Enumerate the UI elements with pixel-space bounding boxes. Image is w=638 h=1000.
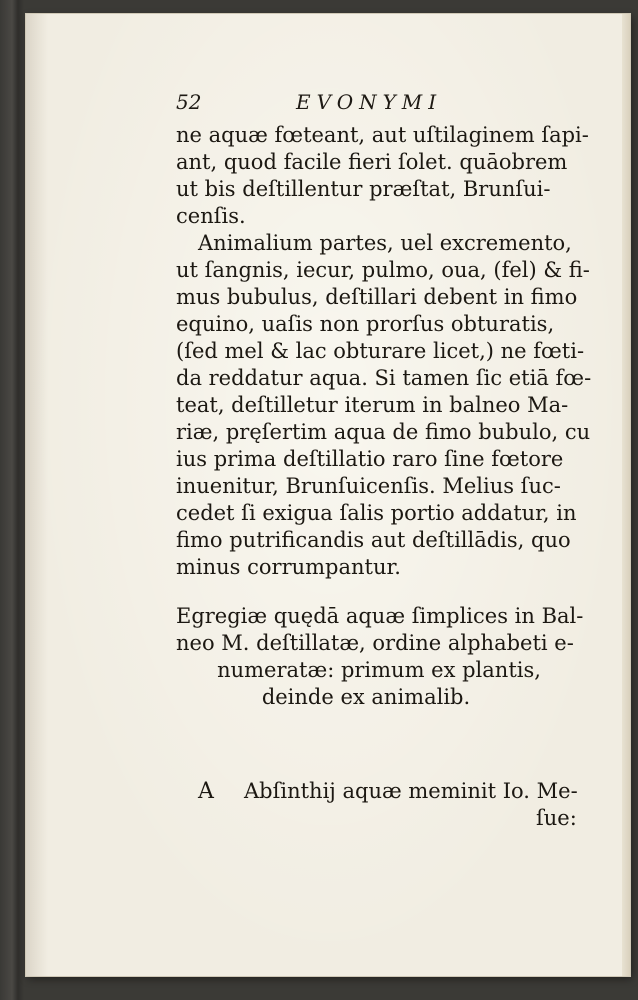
text-line: cenſis. bbox=[176, 204, 246, 228]
text-line: fimo putrificandis aut deſtillādis, quo bbox=[176, 528, 571, 552]
text-line: ne aquæ fœteant, aut uſtilaginem ſapi- bbox=[176, 123, 589, 147]
text-line: da reddatur aqua. Si tamen ſic etiā fœ- bbox=[176, 366, 592, 390]
text-line: teat, deſtilletur iterum in balneo Ma- bbox=[176, 393, 569, 417]
heading-line: Egregiæ quędā aquæ ſimplices in Bal- bbox=[176, 604, 584, 628]
entry-catchword: ſue: bbox=[536, 806, 577, 830]
main-text bbox=[176, 122, 596, 711]
text-line: cedet ſi exigua ſalis portio addatur, in bbox=[176, 501, 577, 525]
text-line: ius prima deſtillatio raro ſine fœtore bbox=[176, 447, 564, 471]
text-line: ut bis deſtillentur præſtat, Brunſui- bbox=[176, 177, 551, 201]
text-line: mus bubulus, deſtillari debent in fimo bbox=[176, 285, 578, 309]
paragraph-gap bbox=[176, 581, 596, 603]
page-edge bbox=[622, 14, 630, 976]
entry-text: Abſinthij aquæ meminit Io. Me- bbox=[244, 779, 578, 803]
entry-letter: A bbox=[198, 779, 214, 804]
text-line: ant, quod facile fieri ſolet. quāobrem bbox=[176, 150, 568, 174]
paragraph-1 bbox=[176, 122, 596, 230]
paragraph-2 bbox=[176, 230, 596, 581]
running-title: EVONYMI bbox=[296, 90, 443, 114]
text-line: minus corrumpantur. bbox=[176, 555, 401, 579]
text-line: Animalium partes, uel excremento, bbox=[198, 231, 572, 255]
text-line: equino, uaſis non prorſus obturatis, bbox=[176, 312, 555, 336]
heading-line: neo M. deſtillatæ, ordine alphabeti e- bbox=[176, 631, 574, 655]
text-line: ut ſangnis, iecur, pulmo, oua, (fel) & fi- bbox=[176, 258, 590, 282]
heading-line: deinde ex animalib. bbox=[261, 685, 471, 709]
text-line: inuenitur, Brunſuicenſis. Melius ſuc- bbox=[176, 474, 561, 498]
running-head bbox=[176, 90, 476, 118]
text-line: (ſed mel & lac obturare licet,) ne fœti- bbox=[176, 339, 585, 363]
section-heading bbox=[176, 603, 596, 711]
heading-line: numeratæ: primum ex plantis, bbox=[217, 658, 541, 682]
text-line: riæ, pręſertim aqua de fimo bubulo, cu bbox=[176, 420, 591, 444]
page-number: 52 bbox=[176, 90, 202, 114]
